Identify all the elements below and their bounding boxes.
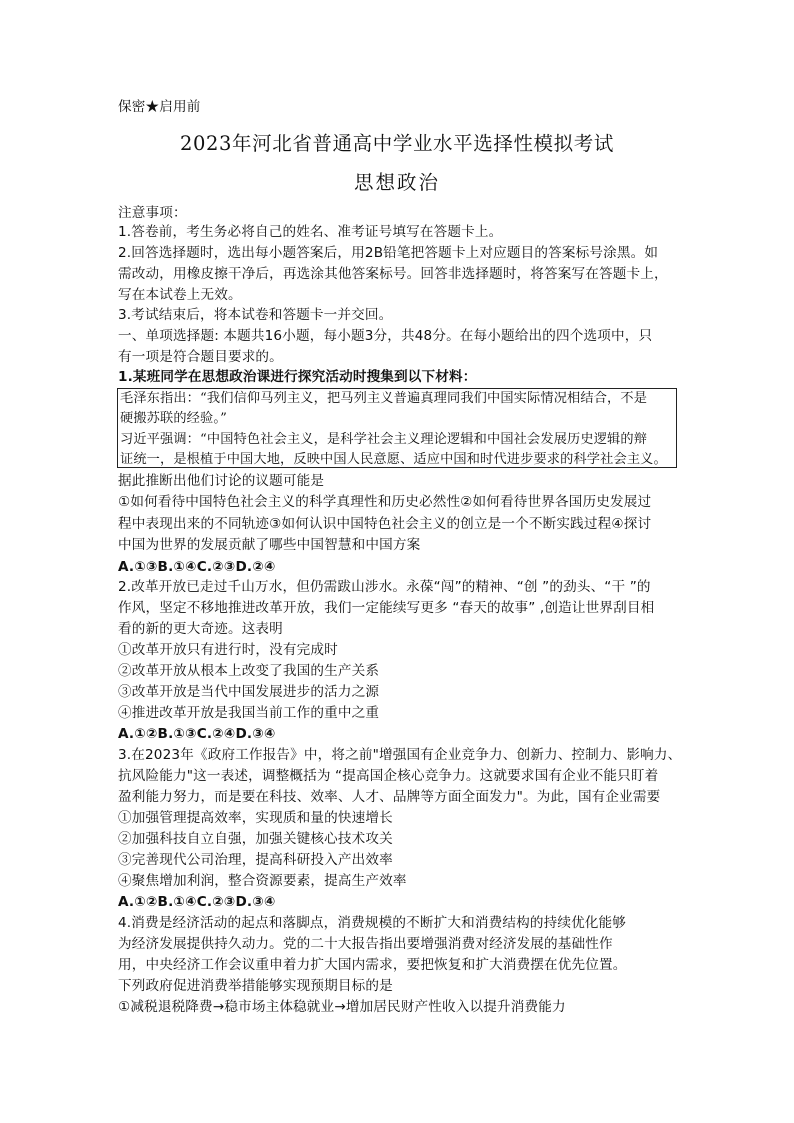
exam-title: 2023年河北省普通高中学业水平选择性模拟考试 — [180, 132, 614, 155]
question-option: 中国为世界的发展贡献了哪些中国智慧和中国方案 — [118, 537, 421, 553]
question-option: ③改革开放是当代中国发展进步的活力之源 — [118, 684, 380, 700]
question-stem: 3.在2023年《政府工作报告》中，将之前"增强国有企业竞争力、创新力、控制力、影响力、 — [118, 747, 682, 763]
question-stem: 2.改革开放已走过千山万水，但仍需跋山涉水。永葆“闯”的精神、“创 ”的劲头、“干 ”的 — [118, 579, 651, 595]
question-stem: 4.消费是经济活动的起点和落脚点，消费规模的不断扩大和消费结构的持续优化能够 — [118, 915, 627, 931]
material-text: 毛泽东指出：“我们信仰马列主义，把马列主义普遍真理同我们中国实际情况相结合，不是 — [120, 391, 648, 406]
material-text: 习近平强调：“中国特色社会主义，是科学社会主义理论逻辑和中国社会发展历史逻辑的辩 — [120, 432, 648, 447]
question-option: ①加强管理提高效率，实现质和量的快速增长 — [118, 810, 393, 826]
question-option: ②改革开放从根本上改变了我国的生产关系 — [118, 663, 380, 679]
notice-heading: 注意事项： — [118, 205, 187, 221]
question-stem: 看的新的更大奇迹。这表明 — [118, 621, 283, 637]
notice-item: 3.考试结束后，将本试卷和答题卡一并交回。 — [118, 307, 393, 323]
question-stem: 为经济发展提供持久动力。党的二十大报告指出要增强消费对经济发展的基础性作 — [118, 936, 613, 952]
material-text: 硬搬苏联的经验。” — [120, 411, 227, 426]
notice-item: 写在本试卷上无效。 — [118, 287, 242, 303]
material-text: 证统一，是根植于中国大地，反映中国人民意愿、适应中国和时代进步要求的科学社会主义。 — [120, 452, 667, 467]
question-stem: 用，中央经济工作会议重申着力扩大国内需求，要把恢复和扩大消费摆在优先位置。 — [118, 957, 627, 973]
answer-choices: A.①③B.①④C.②③D.②④ — [118, 559, 276, 575]
question-stem: 抗风险能力"这一表述，调整概括为 “提高国企核心竞争力。这就要求国有企业不能只盯着 — [118, 768, 659, 784]
confidential-label: 保密★启用前 — [118, 99, 201, 115]
notice-item: 1.答卷前，考生务必将自己的姓名、准考证号填写在答题卡上。 — [118, 224, 503, 240]
question-option: ④推进改革开放是我国当前工作的重中之重 — [118, 705, 380, 721]
question-stem: 作风，坚定不移地推进改革开放，我们一定能续写更多 “春天的故事” ,创造让世界刮目相 — [118, 600, 655, 616]
section-heading: 有一项是符合题目要求的。 — [118, 349, 283, 365]
subject-title: 思想政治 — [353, 171, 440, 194]
question-option: ③完善现代公司治理，提高科研投入产出效率 — [118, 852, 393, 868]
question-stem: 盈利能力努力，而是要在科技、效率、人才、品牌等方面全面发力"。为此，国有企业需要 — [118, 789, 661, 805]
answer-choices: A.①②B.①④C.②③D.③④ — [118, 894, 276, 910]
question-ask: 据此推断出他们讨论的议题可能是 — [118, 473, 325, 489]
question-option: ①减税退税降费→稳市场主体稳就业→增加居民财产性收入以提升消费能力 — [118, 999, 566, 1015]
section-heading: 一、单项选择题: 本题共16小题，每小题3分，共48分。在每小题给出的四个选项中，只 — [118, 328, 653, 344]
question-option: ④聚焦增加利润，整合资源要素，提高生产效率 — [118, 873, 407, 889]
question-option: ②加强科技自立自强，加强关键核心技术攻关 — [118, 831, 393, 847]
notice-item: 2.回答选择题时，选出每小题答案后，用2B铅笔把答题卡上对应题目的答案标号涂黑。如 — [118, 245, 659, 261]
question-option: 程中表现出来的不同轨迹③如何认识中国特色社会主义的创立是一个不断实践过程④探讨 — [118, 516, 652, 532]
question-option: ①如何看待中国特色社会主义的科学真理性和历史必然性②如何看待世界各国历史发展过 — [118, 494, 652, 510]
answer-choices: A.①②B.①③C.②④D.③④ — [118, 726, 276, 742]
notice-item: 需改动，用橡皮擦干净后，再选涂其他答案标号。回答非选择题时，将答案写在答题卡上， — [118, 266, 668, 282]
question-stem: 1.某班同学在思想政治课进行探究活动时搜集到以下材料： — [118, 369, 477, 385]
question-ask: 下列政府促进消费举措能够实现预期目标的是 — [118, 978, 393, 994]
question-option: ①改革开放只有进行时，没有完成时 — [118, 642, 338, 658]
